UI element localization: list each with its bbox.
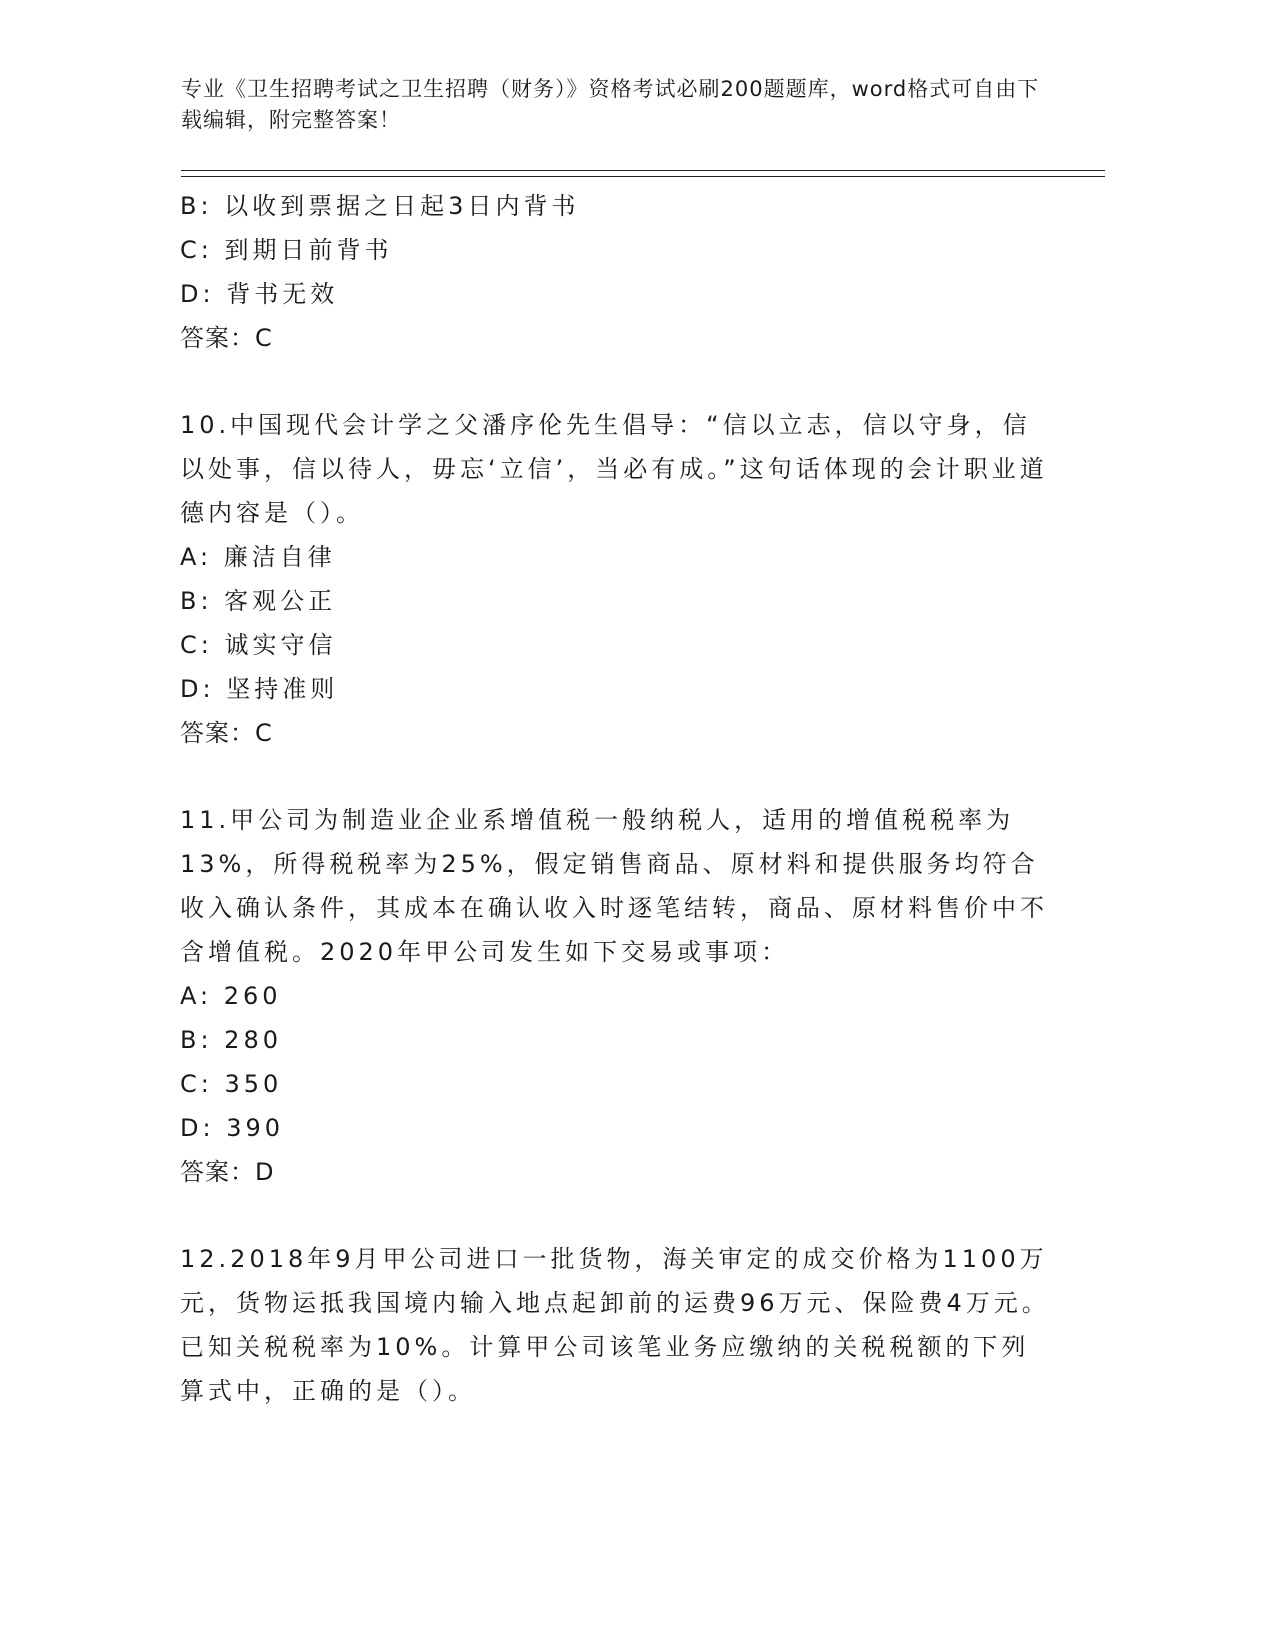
option-b: B: 以收到票据之日起3日内背书 — [180, 192, 580, 220]
option-c: C: 诚实守信 — [180, 631, 337, 659]
question-12 — [180, 1237, 1050, 1413]
option-c: C: 350 — [180, 1070, 283, 1098]
header-rule-top — [181, 170, 1105, 171]
prev-question-block — [180, 184, 1050, 360]
question-content — [180, 184, 1050, 1413]
header-title: 专业《卫生招聘考试之卫生招聘（财务）》资格考试必刷200题题库，word格式可自由下载编辑，附完整答案！ — [181, 77, 1040, 132]
option-b: B: 客观公正 — [180, 587, 337, 615]
option-d: D: 390 — [180, 1114, 285, 1142]
answer-line: 答案：C — [180, 719, 273, 747]
option-a: A: 廉洁自律 — [180, 543, 336, 571]
answer-line: 答案：C — [180, 324, 273, 352]
option-d: D: 背书无效 — [180, 280, 339, 308]
document-header — [181, 74, 1061, 136]
question-text: 11.甲公司为制造业企业系增值税一般纳税人，适用的增值税税率为13%，所得税税率为25%，假定销售商品、原材料和提供服务均符合收入确认条件，其成本在确认收入时逐笔结转，商品、原材料售价中不含增值税。2020年甲公司发生如下交易或事项： — [180, 806, 1048, 966]
question-10 — [180, 403, 1050, 755]
option-d: D: 坚持准则 — [180, 675, 339, 703]
spacer — [180, 755, 1050, 798]
spacer — [180, 1194, 1050, 1237]
answer-line: 答案：D — [180, 1158, 275, 1186]
question-11 — [180, 798, 1050, 1194]
option-b: B: 280 — [180, 1026, 282, 1054]
question-text: 10.中国现代会计学之父潘序伦先生倡导：“信以立志，信以守身，信以处事，信以待人，毋忘‘立信’，当必有成。”这句话体现的会计职业道德内容是（）。 — [180, 411, 1048, 527]
option-a: A: 260 — [180, 982, 282, 1010]
header-rule-bottom — [181, 176, 1105, 177]
option-c: C: 到期日前背书 — [180, 236, 393, 264]
question-text: 12.2018年9月甲公司进口一批货物，海关审定的成交价格为1100万元，货物运抵我国境内输入地点起卸前的运费96万元、保险费4万元。已知关税税率为10%。计算甲公司该笔业务应缴纳的关税税额的下列算式中，正确的是（）。 — [180, 1245, 1050, 1405]
spacer — [180, 360, 1050, 403]
